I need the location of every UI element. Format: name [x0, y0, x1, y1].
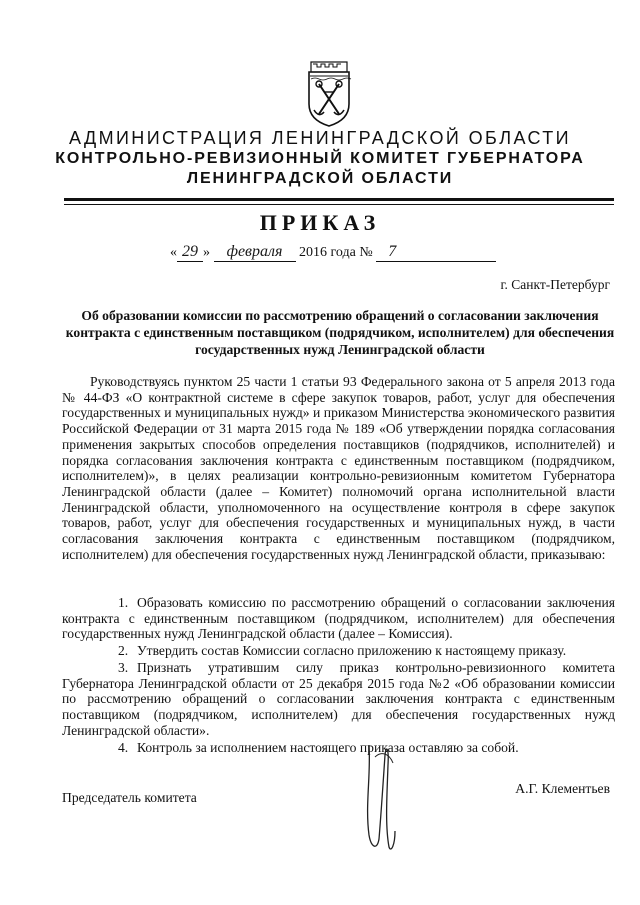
date-close-quote: » [203, 245, 210, 260]
city-label: г. Санкт-Петербург [500, 277, 610, 292]
header-divider-thick [64, 198, 614, 201]
signatory-name: А.Г. Клементьев [515, 781, 610, 796]
signatory-position: Председатель комитета [62, 790, 197, 805]
clause-text: Образовать комиссию по рассмотрению обращений о согласовании заключения контракта с единственным поставщиком (подрядчиком, исполнителем) для обеспечения государственных нужд Ленинградской области (далее – Комиссия). [62, 595, 615, 642]
clause-text: Контроль за исполнением настоящего приказа оставляю за собой. [137, 740, 519, 755]
handwritten-signature [355, 735, 415, 855]
coat-of-arms-emblem [305, 60, 353, 128]
order-subject: Об образовании комиссии по рассмотрению обращений о согласовании заключения контракта с единственным поставщиком (подрядчиком, исполнителем) для обеспечения государственных нужд Ленинградской области [65, 308, 615, 357]
clause-number: 3. [118, 660, 129, 675]
clause-3 [62, 660, 615, 739]
preamble-paragraph: Руководствуясь пунктом 25 части 1 статьи 93 Федерального закона от 5 апреля 2013 года № 44-ФЗ «О контрактной системе в сфере закупок товаров, работ, услуг для обеспечения государственных и муниципальных нужд» и приказом Министерства экономического развития Российской Федерации от 31 марта 2015 года № 189 «Об утверждении порядка согласования применения закрытых способов определения поставщиков (подрядчиков, исполнителей) и порядка согласования заключения контракта с единственным поставщиком (подрядчиком, исполнителем)», в целях реализации контрольно-ревизионным комитетом Губернатора Ленинградской области (далее – Комитет) полномочий органа исполнительной власти Ленинградской области, уполномоченного на осуществление контроля в сфере закупок товаров, работ, услуг для обеспечения государственных и муниципальных нужд, в части согласования заключения контракта с единственным поставщиком (подрядчиком, исполнителем) для обеспечения государственных нужд Ленинградской области, приказываю: [62, 374, 615, 562]
clause-1 [62, 595, 615, 642]
header-divider-thin [64, 204, 614, 205]
order-number: 7 [376, 243, 496, 262]
order-title: ПРИКАЗ [259, 210, 381, 235]
clause-4 [62, 740, 615, 756]
order-year-text: 2016 года № [299, 245, 373, 260]
clause-number: 1. [118, 595, 129, 610]
clause-text: Признать утратившим силу приказ контрольно-ревизионного комитета Губернатора Ленинградской области от 25 декабря 2015 года №2 «Об образовании комиссии по рассмотрению обращений о согласовании заключения контракта с единственным поставщиком (подрядчиком, исполнителем) для обеспечения государственных нужд Ленинградской области». [62, 660, 615, 738]
region-heading: ЛЕНИНГРАДСКОЙ ОБЛАСТИ [186, 170, 454, 187]
clause-number: 4. [118, 740, 129, 755]
clause-text: Утвердить состав Комиссии согласно приложению к настоящему приказу. [137, 643, 567, 658]
order-month: февраля [214, 243, 296, 262]
clause-2 [62, 643, 615, 659]
clause-number: 2. [118, 643, 129, 658]
administration-heading: АДМИНИСТРАЦИЯ ЛЕНИНГРАДСКОЙ ОБЛАСТИ [68, 128, 571, 148]
order-day: 29 [177, 243, 203, 262]
committee-heading: КОНТРОЛЬНО-РЕВИЗИОННЫЙ КОМИТЕТ ГУБЕРНАТОРА [55, 150, 585, 167]
order-date-line [170, 243, 500, 262]
date-open-quote: « [170, 245, 177, 260]
